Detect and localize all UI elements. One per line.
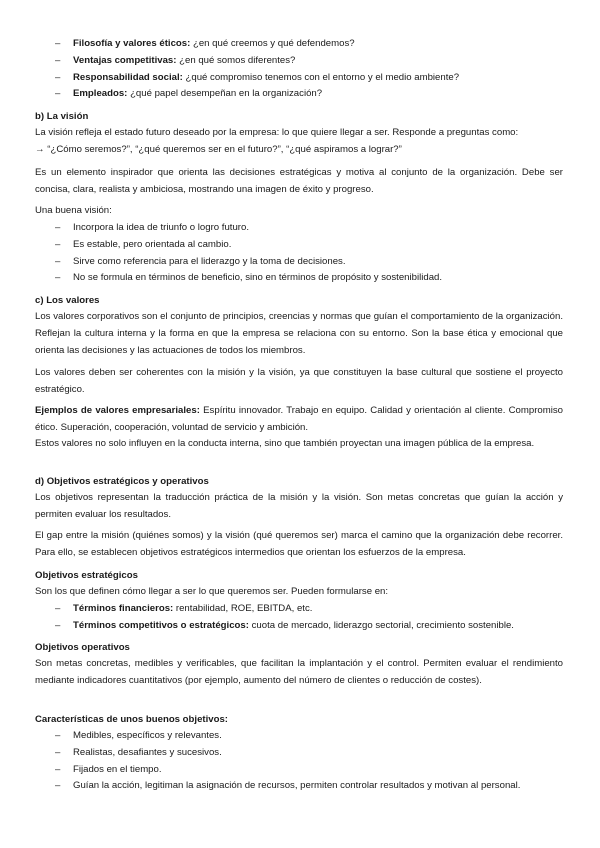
list-item: – Responsabilidad social: ¿qué compromiso tenemos con el entorno y el medio ambiente? <box>35 70 563 87</box>
values-paragraph-3: Estos valores no solo influyen en la conducta interna, sino que también proyectan una imagen pública de la empresa. <box>35 438 535 449</box>
vision-list <box>35 220 563 287</box>
intro-list <box>35 36 563 103</box>
list-item: – Medibles, específicos y relevantes. <box>35 728 563 745</box>
list-item: – Es estable, pero orientada al cambio. <box>35 237 563 254</box>
vision-paragraph-2: Es un elemento inspirador que orienta las decisiones estratégicas y motiva al conjunto de la organización. Debe ser concisa, clara, realista y ambiciosa, mostrando una imagen de éxito y progreso. <box>35 167 563 195</box>
subheading-operative: Objetivos operativos <box>35 642 130 653</box>
list-item: – No se formula en términos de beneficio, sino en términos de propósito y sostenibilidad. <box>35 270 563 287</box>
list-item: – Sirve como referencia para el liderazgo y la toma de decisiones. <box>35 254 563 271</box>
operative-paragraph: Son metas concretas, medibles y verificables, que facilitan la implantación y el control. Permiten evaluar el rendimiento mediante indicadores cuantitativos (por ejemplo, aumento del número de clientes o reducción de costes). <box>35 658 563 686</box>
values-paragraph-2: Los valores deben ser coherentes con la misión y la visión, ya que constituyen la base cultural que sostiene el proyecto estratégico. <box>35 367 563 395</box>
list-item: – Términos competitivos o estratégicos: cuota de mercado, liderazgo sectorial, crecimiento sostenible. <box>35 618 563 635</box>
section-heading-objectives: d) Objetivos estratégicos y operativos <box>35 476 209 487</box>
objectives-paragraph-1: Los objetivos representan la traducción práctica de la misión y la visión. Son metas concretas que guían la acción y permiten evaluar los resultados. <box>35 492 563 520</box>
list-item: – Términos financieros: rentabilidad, ROE, EBITDA, etc. <box>35 601 563 618</box>
values-paragraph-1: Los valores corporativos son el conjunto de principios, creencias y normas que guían el comportamiento de la organización. Reflejan la cultura interna y la forma en que la empresa se relaciona con su entorno. Son la base ética y emocional que orienta las decisiones y las actuaciones de todos los miembros. <box>35 311 563 356</box>
list-item: – Empleados: ¿qué papel desempeñan en la organización? <box>35 86 563 103</box>
strategic-intro: Son los que definen cómo llegar a ser lo que queremos ser. Pueden formularse en: <box>35 586 389 597</box>
list-item: – Guían la acción, legitiman la asignación de recursos, permiten controlar resultados y motivan al personal. <box>35 778 563 795</box>
list-item: – Fijados en el tiempo. <box>35 762 563 779</box>
list-item: – Filosofía y valores éticos: ¿en qué creemos y qué defendemos? <box>35 36 563 53</box>
list-item: – Incorpora la idea de triunfo o logro futuro. <box>35 220 563 237</box>
section-heading-values: c) Los valores <box>35 295 100 306</box>
vision-paragraph-1: La visión refleja el estado futuro deseado por la empresa: lo que quiere llegar a ser. Responde a preguntas como: → “¿Cómo seremos?”, “¿qué queremos ser en el futuro?”, “¿qué aspiramos a lograr?” <box>35 127 519 155</box>
vision-list-intro: Una buena visión: <box>35 205 112 216</box>
features-list <box>35 728 563 795</box>
subheading-features: Características de unos buenos objetivos: <box>35 714 228 725</box>
list-item: – Realistas, desafiantes y sucesivos. <box>35 745 563 762</box>
values-examples: Ejemplos de valores empresariales: Espíritu innovador. Trabajo en equipo. Calidad y orientación al cliente. Compromiso ético. Superación, cooperación, voluntad de servicio y ambición. <box>35 405 563 433</box>
section-heading-vision: b) La visión <box>35 111 89 122</box>
list-item: – Ventajas competitivas: ¿en qué somos diferentes? <box>35 53 563 70</box>
subheading-strategic: Objetivos estratégicos <box>35 570 138 581</box>
objectives-paragraph-2: El gap entre la misión (quiénes somos) y la visión (qué queremos ser) marca el camino que la organización debe recorrer. Para ello, se establecen objetivos estratégicos intermedios que orientan los esfuerzos de la empresa. <box>35 530 563 558</box>
strategic-list <box>35 601 563 635</box>
